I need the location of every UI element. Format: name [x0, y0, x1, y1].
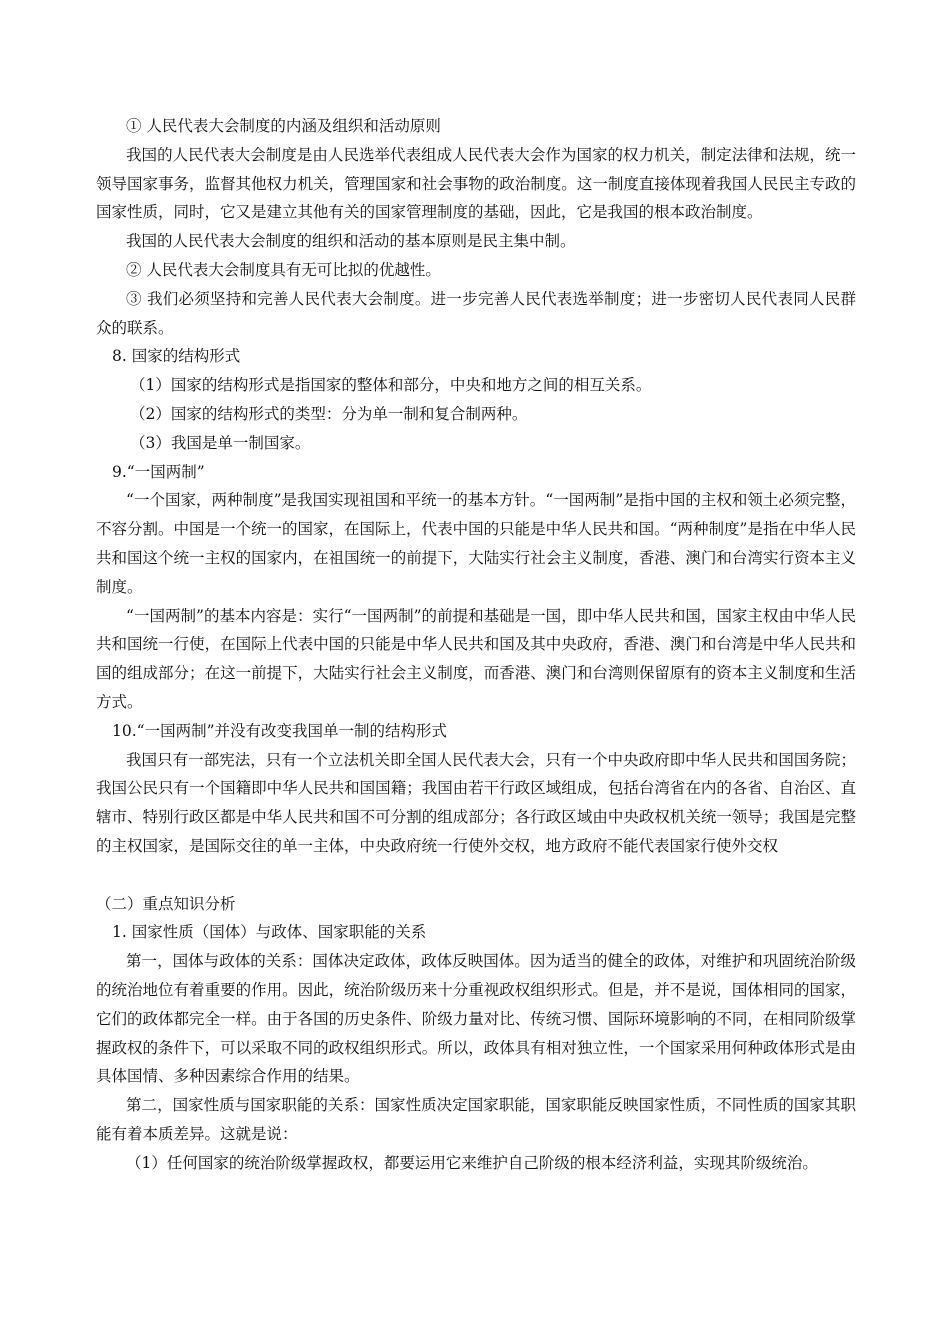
paragraph-npc-principle: 我国的人民代表大会制度的组织和活动的基本原则是民主集中制。 — [126, 232, 576, 251]
paragraph-second-relation: 第二，国家性质与国家职能的关系：国家性质决定国家职能，国家职能反映国家性质，不同性质的国家其职能有着本质差异。这就是说： — [96, 1096, 856, 1143]
paragraph-unitary-system: 我国只有一部宪法，只有一个立法机关即全国人民代表大会，只有一个中央政府即中华人民共和国国务院；我国公民只有一个国籍即中华人民共和国国籍；我国由若干行政区域组成，包括台湾省在内的各省、自治区、直辖市、特别行政区都是中华人民共和国不可分割的组成部分；各行政区域由中央政权机关统一领导；我国是完整的主权国家，是国际交往的单一主体，中央政府统一行使外交权，地方政府不能代表国家行使外交权 — [96, 750, 856, 855]
section-heading-key-analysis: （二）重点知识分析 — [96, 894, 236, 913]
section-heading-9: 9.“一国两制” — [112, 462, 205, 481]
document-page — [96, 112, 856, 1177]
paragraph-npc-improve: ③ 我们必须坚持和完善人民代表大会制度。进一步完善人民代表选举制度；进一步密切人民代表同人民群众的联系。 — [96, 289, 856, 337]
paragraph-npc-superiority: ② 人民代表大会制度具有无可比拟的优越性。 — [126, 260, 441, 279]
paragraph-one-country-policy: “一个国家，两种制度”是我国实现祖国和平统一的基本方针。“一国两制”是指中国的主权和领土必须完整，不容分割。中国是一个统一的国家，在国际上，代表中国的只能是中华人民共和国。“两种制度”是指在中华人民共和国这个统一主权的国家内，在祖国统一的前提下，大陆实行社会主义制度，香港、澳门和台湾实行资本主义制度。 — [96, 491, 856, 596]
list-item-8-3: （3）我国是单一制国家。 — [130, 433, 311, 452]
section-heading-8: 8. 国家的结构形式 — [112, 347, 241, 366]
paragraph-one-country-content: “一国两制”的基本内容是：实行“一国两制”的前提和基础是一国，即中华人民共和国，国家主权由中华人民共和国统一行使，在国际上代表中国的只能是中华人民共和国及其中央政府，香港、澳门和台湾是中华人民共和国的组成部分；在这一前提下，大陆实行社会主义制度，而香港、澳门和台湾则保留原有的资本主义制度和生活方式。 — [96, 606, 856, 711]
paragraph-npc-heading: ① 人民代表大会制度的内涵及组织和活动原则 — [126, 117, 441, 135]
list-item-8-2: （2）国家的结构形式的类型：分为单一制和复合制两种。 — [130, 404, 528, 423]
section-heading-1: 1. 国家性质（国体）与政体、国家职能的关系 — [112, 923, 427, 942]
list-item-second-1: （1）任何国家的统治阶级掌握政权，都要运用它来维护自己阶级的根本经济利益，实现其阶级统治。 — [126, 1153, 818, 1172]
paragraph-npc-definition: 我国的人民代表大会制度是由人民选举代表组成人民代表大会作为国家的权力机关，制定法律和法规，统一领导国家事务，监督其他权力机关，管理国家和社会事物的政治制度。这一制度直接体现着我国人民民主专政的国家性质，同时，它又是建立其他有关的国家管理制度的基础，因此，它是我国的根本政治制度。 — [96, 145, 856, 222]
paragraph-first-relation: 第一，国体与政体的关系：国体决定政体，政体反映国体。因为适当的健全的政体，对维护和巩固统治阶级的统治地位有着重要的作用。因此，统治阶级历来十分重视政权组织形式。但是，并不是说，国体相同的国家，它们的政体都完全一样。由于各国的历史条件、阶级力量对比、传统习惯、国际环境影响的不同，在相同阶级掌握政权的条件下，可以采取不同的政权组织形式。所以，政体具有相对独立性，一个国家采用何种政体形式是由具体国情、多种因素综合作用的结果。 — [96, 952, 856, 1086]
list-item-8-1: （1）国家的结构形式是指国家的整体和部分，中央和地方之间的相互关系。 — [130, 376, 652, 395]
section-heading-10: 10.“一国两制”并没有改变我国单一制的结构形式 — [112, 721, 447, 740]
blank-line — [96, 861, 856, 890]
